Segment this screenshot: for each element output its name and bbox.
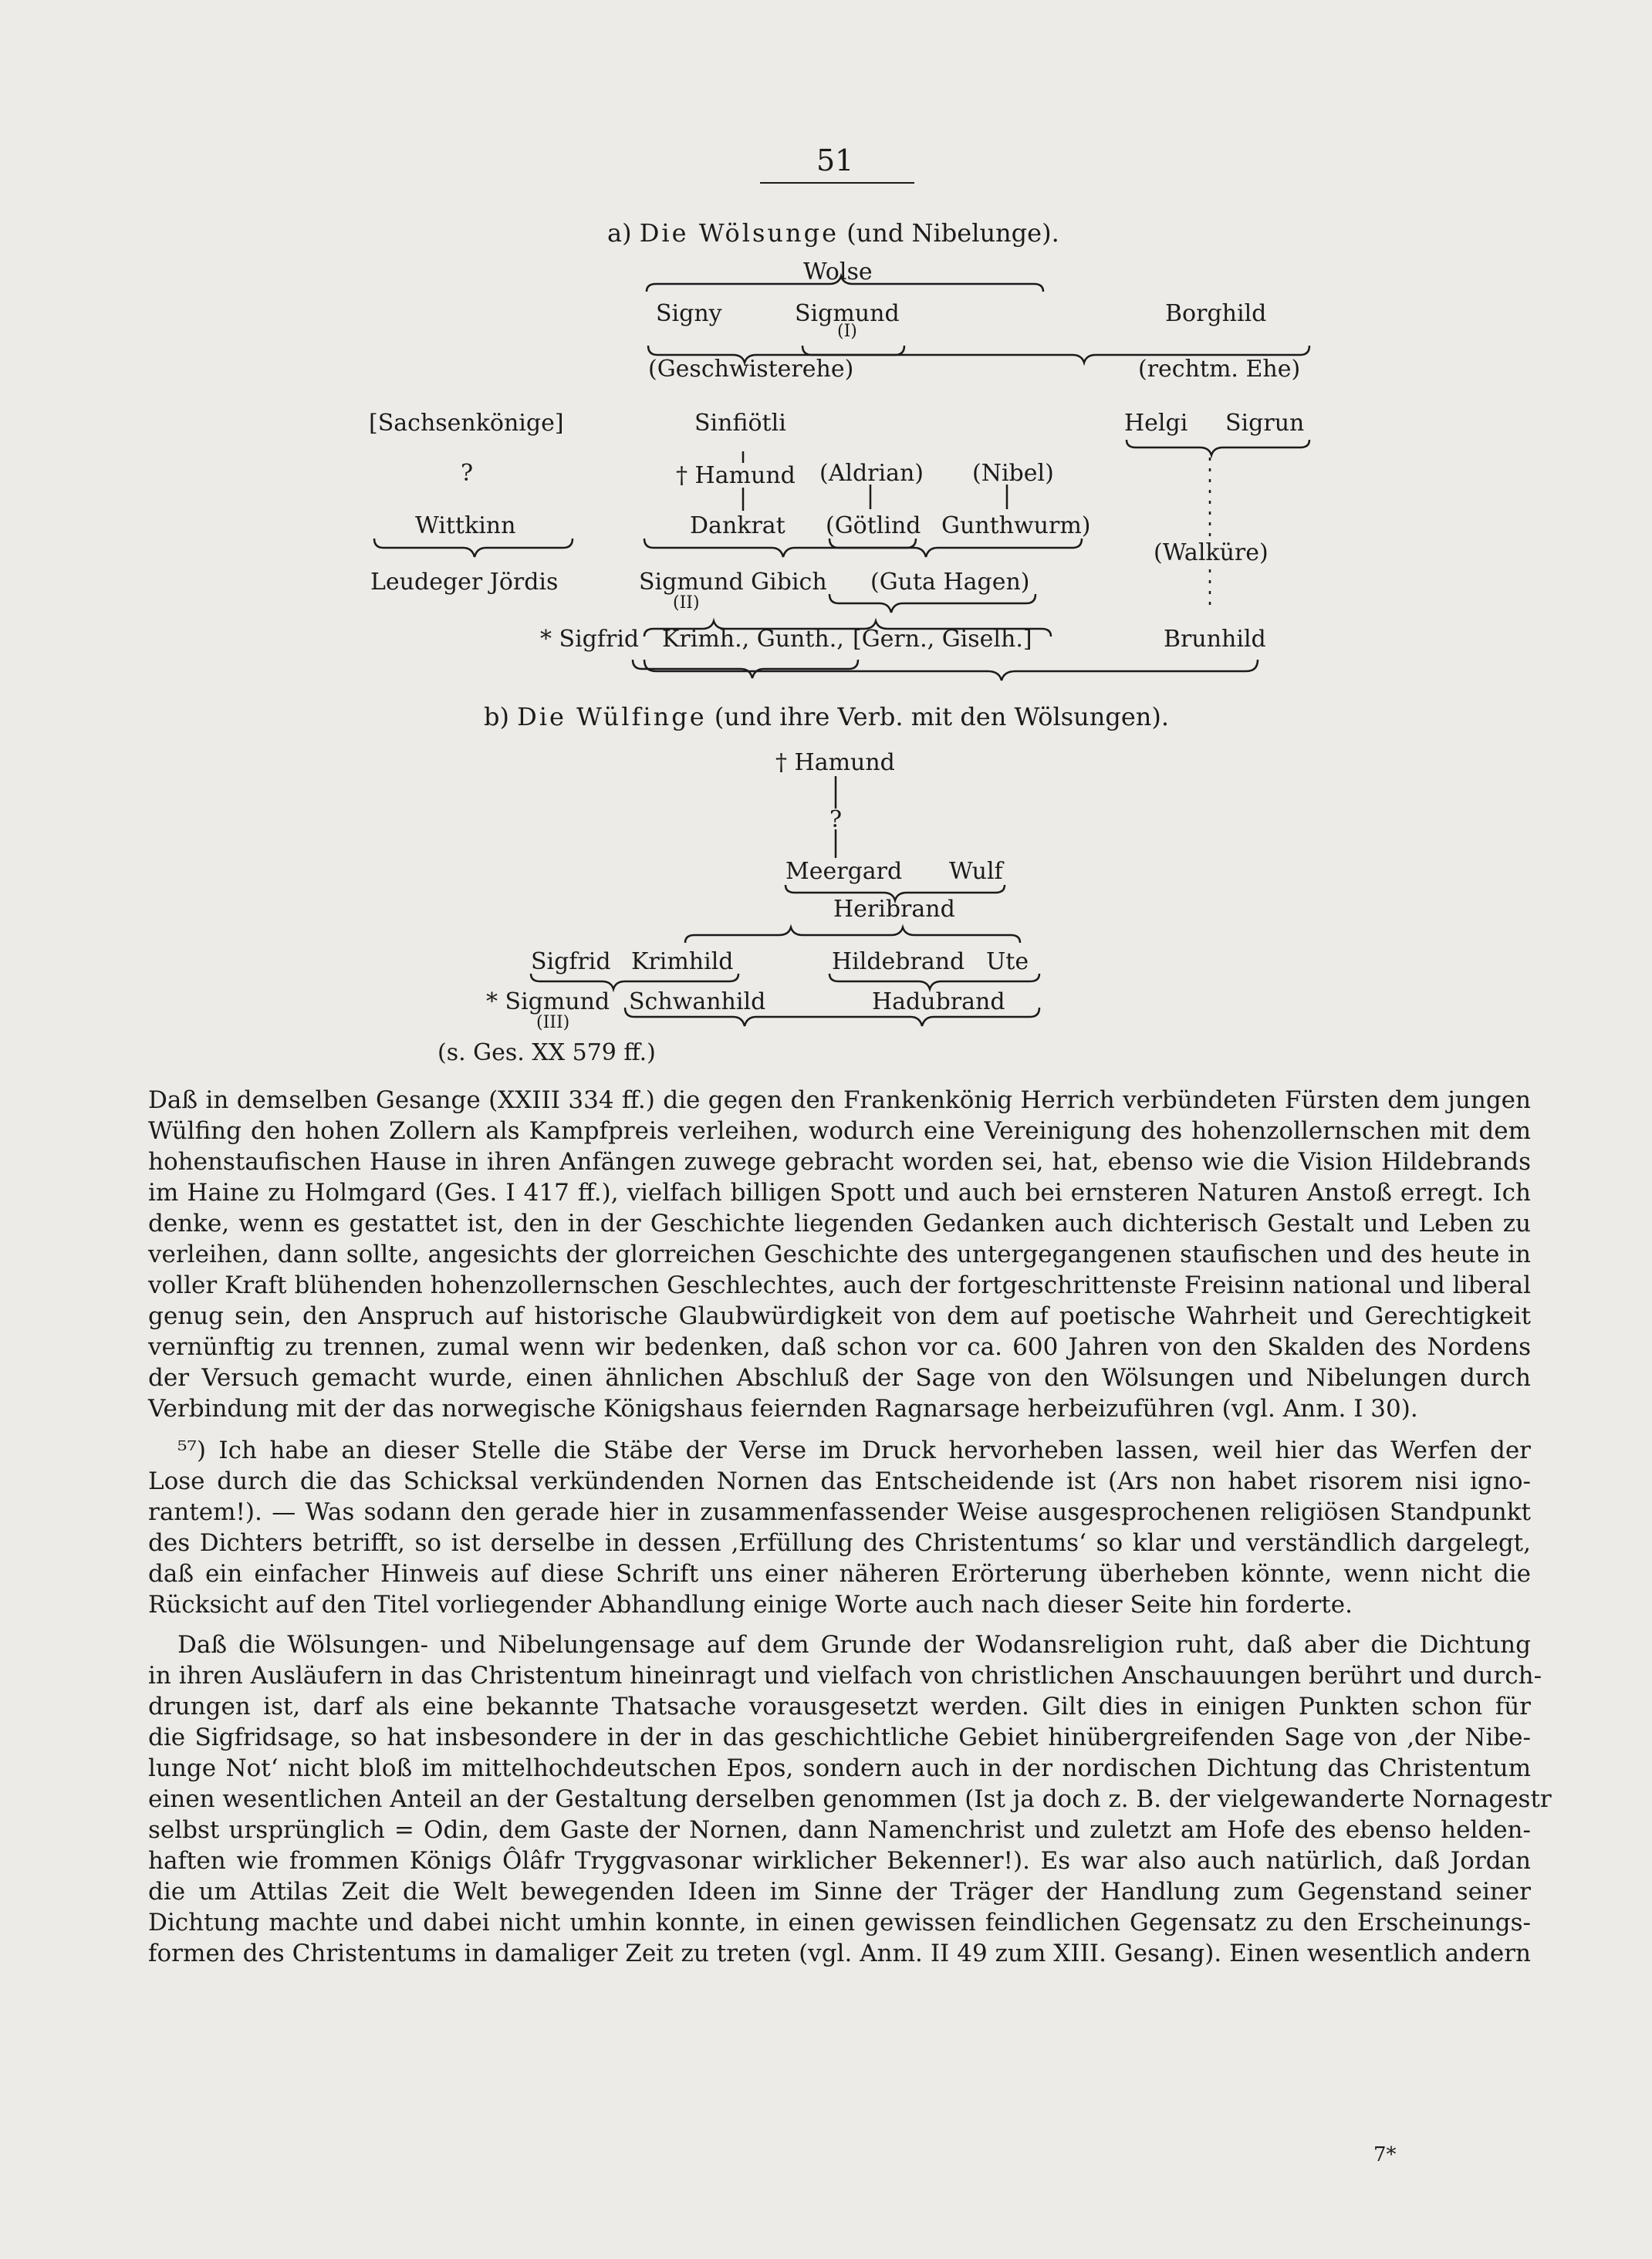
name-dankrat: Dankrat xyxy=(690,512,785,539)
body-line: einen wesentlichen Anteil an der Gestaltung derselben genommen (Ist ja doch z. B. der vielgewanderte Nornagestr xyxy=(148,1785,1552,1813)
chart-b-title xyxy=(484,704,1169,730)
body-line: hohenstaufischen Hause in ihren Anfängen zuwege gebracht worden sei, hat, ebenso wie die Vision Hildebrands xyxy=(148,1148,1531,1176)
name-hildebrand: Hildebrand xyxy=(832,948,965,975)
chart-a-title-rest: (und Nibelunge). xyxy=(846,218,1059,248)
body-line: daß ein einfacher Hinweis auf diese Schrift uns einer näheren Erörterung überheben könnte, wenn nicht die xyxy=(148,1560,1531,1588)
footnote-57-line: ⁵⁷) Ich habe an dieser Stelle die Stäbe der Verse im Druck hervorheben lassen, weil hier das Werfen der xyxy=(177,1437,1531,1464)
body-line: die Sigfridsage, so hat insbesondere in der in das geschichtliche Gebiet hinübergreifenden Sage von ‚der Nibe- xyxy=(148,1724,1531,1751)
body-line: lunge Not‘ nicht bloß im mittelhochdeutschen Epos, sondern auch in der nordischen Dichtung das Christentum xyxy=(148,1754,1531,1782)
name-helgi: Helgi xyxy=(1124,410,1188,437)
body-line: vernünftig zu trennen, zumal wenn wir bedenken, daß schon vor ca. 600 Jahren von den Skalden des Nordens xyxy=(148,1333,1531,1361)
unknown-sachsen: ? xyxy=(461,460,474,487)
sigmund-1-numeral: (I) xyxy=(837,322,857,341)
chart-b-title-rest: (und ihre Verb. mit den Wölsungen). xyxy=(714,702,1170,731)
name-sigmund-1: Sigmund xyxy=(795,300,900,327)
body-line: haften wie frommen Königs Ôlâfr Tryggvasonar wirklicher Bekenner!). Es war also auch natürlich, daß Jordan xyxy=(148,1847,1531,1875)
body-line: drungen ist, darf als eine bekannte Thatsache vorausgesetzt werden. Gilt dies in einigen Punkten schon für xyxy=(148,1693,1531,1720)
name-wulf: Wulf xyxy=(949,858,1003,885)
chart-a-label: a) xyxy=(607,218,632,248)
chart-b-title-main: Die Wülfinge xyxy=(517,702,707,731)
name-hamund: † Hamund xyxy=(676,462,796,489)
brace-hildebrand-ute xyxy=(829,974,1039,989)
body-line: formen des Christentums in damaliger Zeit zu treten (vgl. Anm. II 49 zum XIII. Gesang). Einen wesentlich andern xyxy=(148,1940,1531,1967)
body-line: Daß in demselben Gesange (XXIII 334 ff.) die gegen den Frankenkönig Herrich verbündeten Fürsten dem jungen xyxy=(148,1086,1531,1114)
body-line: Verbindung mit der das norwegische Königshaus feiernden Ragnarsage herbeizuführen (vgl. Anm. I 30). xyxy=(148,1395,1418,1423)
name-sigmund-3: * Sigmund xyxy=(486,988,610,1015)
body-line: im Haine zu Holmgard (Ges. I 417 ff.), vielfach billigen Spott und auch bei ernsteren Naturen Anstoß erregt. Ich xyxy=(148,1179,1531,1207)
body-line: denke, wenn es gestattet ist, den in der Geschichte liegenden Gedanken auch dichterisch Gestalt und Leben zu xyxy=(148,1210,1531,1238)
body-line: Lose durch die das Schicksal verkündenden Nornen das Entscheidende ist (Ars non habet risorem nisi igno- xyxy=(148,1467,1531,1495)
name-leudeger-joerdis: Leudeger Jördis xyxy=(370,569,559,596)
name-wittkinn: Wittkinn xyxy=(415,512,516,539)
body-line: genug sein, den Anspruch auf historische Glaubwürdigkeit von dem auf poetische Wahrheit und Gerechtigkeit xyxy=(148,1302,1531,1330)
name-sigfrid-b: Sigfrid xyxy=(531,948,611,975)
body-line: rantem!). — Was sodann den gerade hier in zusammenfassender Weise ausgesprochenen religiösen Standpunkt xyxy=(148,1498,1531,1526)
brace-goetlind-gunthwurm xyxy=(829,539,1082,557)
paragraph-start-line: Daß die Wölsungen- und Nibelungensage auf dem Grunde der Wodansreligion ruht, daß aber die Dichtung xyxy=(177,1631,1531,1659)
body-line: Rücksicht auf den Titel vorliegender Abhandlung einige Worte auch nach dieser Seite hin forderte. xyxy=(148,1591,1353,1619)
body-line: selbst ursprünglich = Odin, dem Gaste der Nornen, dann Namenchrist und zuletzt am Hofe des ebenso helden- xyxy=(148,1816,1531,1844)
name-sigrun: Sigrun xyxy=(1225,410,1305,437)
name-borghild: Borghild xyxy=(1165,300,1267,327)
chart-a-title xyxy=(607,220,1059,246)
signature-mark: 7* xyxy=(1373,2143,1397,2166)
note-rechtm-ehe: (rechtm. Ehe) xyxy=(1138,356,1301,383)
body-line: Wülfing den hohen Zollern als Kampfpreis verleihen, wodurch eine Vereinigung des hohenzollernschen mit dem xyxy=(148,1117,1531,1145)
name-brunhild: Brunhild xyxy=(1164,626,1266,653)
name-signy: Signy xyxy=(656,300,722,327)
name-sinfiotli: Sinfiötli xyxy=(694,410,786,437)
name-sachsenkoenige: [Sachsenkönige] xyxy=(369,410,564,437)
chart-b-label: b) xyxy=(484,702,509,731)
name-schwanhild: Schwanhild xyxy=(629,988,766,1015)
names-gern-giselh: [Gern., Giselh.] xyxy=(853,626,1032,653)
sigmund-3-numeral: (III) xyxy=(536,1013,570,1032)
name-heribrand: Heribrand xyxy=(833,896,955,923)
name-ute: Ute xyxy=(986,948,1029,975)
body-line: der Versuch gemacht wurde, einen ähnlichen Abschluß der Sage von den Wölsungen und Nibelungen durch xyxy=(148,1364,1531,1392)
unknown-b: ? xyxy=(829,806,843,833)
body-line: voller Kraft blühenden hohenzollernschen Geschlechtes, auch der fortgeschrittenste Freisinn national und liberal xyxy=(148,1271,1531,1299)
name-meergard: Meergard xyxy=(785,858,903,885)
chart-a-title-main: Die Wölsunge xyxy=(639,218,840,248)
body-line: Dichtung machte und dabei nicht umhin konnte, in einen gewissen feindlichen Gegensatz zu den Erscheinungs- xyxy=(148,1909,1531,1937)
note-geschwisterehe: (Geschwisterehe) xyxy=(648,356,854,383)
reference-gesang: (s. Ges. XX 579 ff.) xyxy=(437,1039,656,1066)
brace-sigfrid-brunhild xyxy=(644,660,1258,680)
names-krimh-gunth: Krimh., Gunth., xyxy=(662,626,844,653)
name-hamund-b: † Hamund xyxy=(775,749,895,776)
name-aldrian: (Aldrian) xyxy=(819,460,924,487)
body-line: in ihren Ausläufern in das Christentum hineinragt und vielfach von christlichen Anschauungen berührt und durch- xyxy=(148,1662,1542,1690)
name-gunthwurm: Gunthwurm) xyxy=(941,512,1091,539)
page-number: 51 xyxy=(816,144,854,177)
sigmund-2-numeral: (II) xyxy=(673,593,700,613)
brace-sigfrid-krimhild-b xyxy=(531,974,738,989)
brace-sigfrid-krimhild xyxy=(633,660,858,678)
name-walkuere: (Walküre) xyxy=(1154,539,1269,566)
body-line: des Dichters betrifft, so ist derselbe in dessen ‚Erfüllung des Christentums‘ so klar und verständlich dargelegt, xyxy=(148,1529,1531,1557)
name-sigmund-gibich: Sigmund Gibich xyxy=(639,569,827,596)
brace-guta-hagen xyxy=(829,594,1035,613)
name-hadubrand: Hadubrand xyxy=(872,988,1005,1015)
name-wolse: Wolse xyxy=(803,258,873,285)
name-sigfrid: * Sigfrid xyxy=(540,626,640,653)
brace-wittkinn xyxy=(374,539,573,557)
name-krimhild-b: Krimhild xyxy=(631,948,734,975)
name-guta-hagen: (Guta Hagen) xyxy=(870,569,1030,596)
brace-heribrand-children xyxy=(685,927,1020,943)
body-line: die um Attilas Zeit die Welt bewegenden Ideen im Sinne der Träger der Handlung zum Gegenstand seiner xyxy=(148,1878,1531,1906)
brace-helgi-sigrun xyxy=(1127,440,1309,455)
body-line: verleihen, dann sollte, angesichts der glorreichen Geschichte des untergegangenen staufischen und des heute in xyxy=(148,1241,1531,1268)
name-goetlind: (Götlind xyxy=(826,512,921,539)
genealogy-brackets xyxy=(0,0,1652,1096)
name-nibel: (Nibel) xyxy=(972,460,1054,487)
